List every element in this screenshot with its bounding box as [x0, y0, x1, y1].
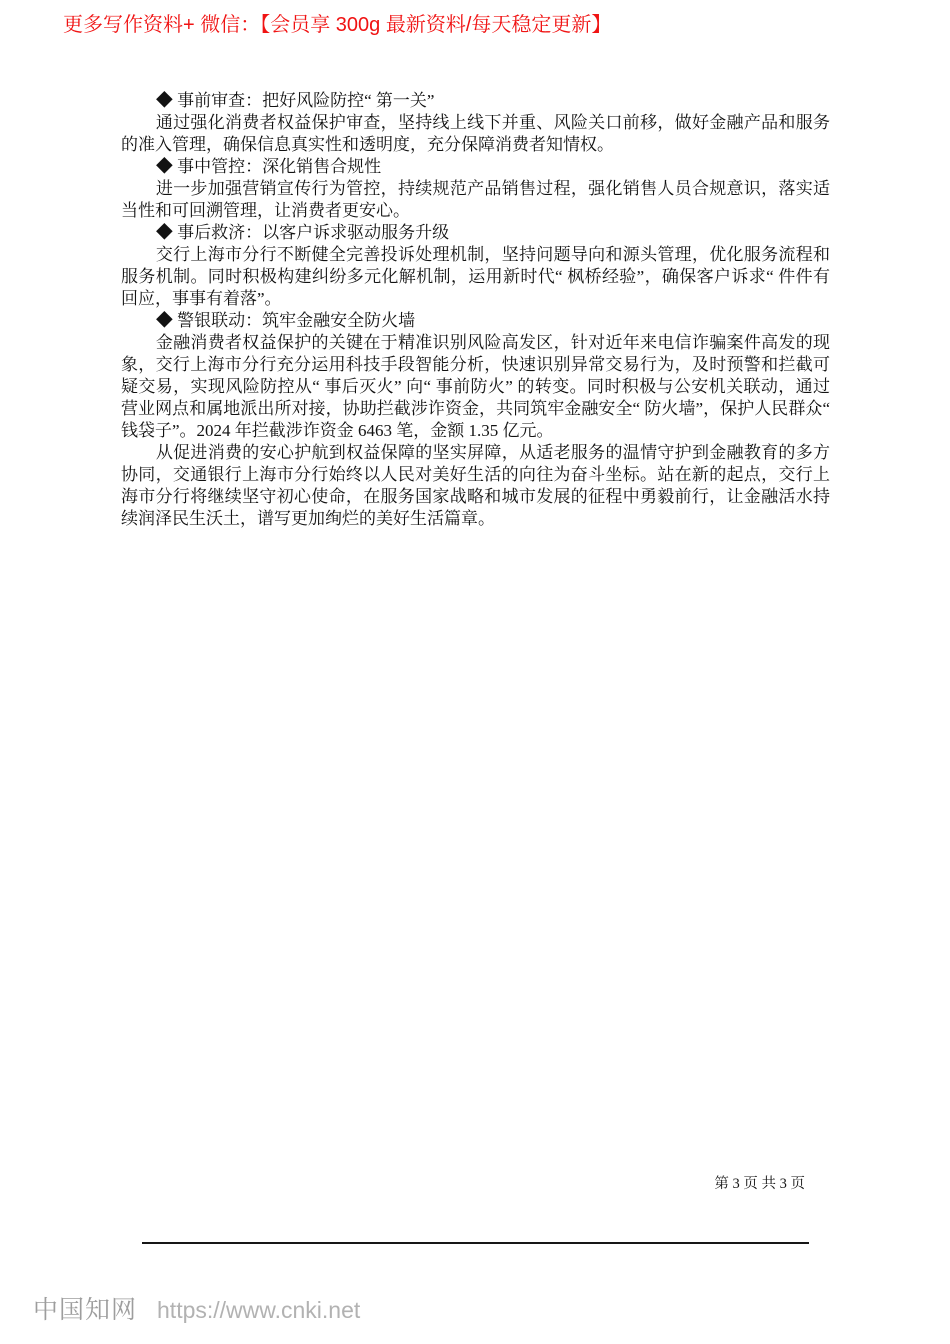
section-heading: ◆ 事后救济：以客户诉求驱动服务升级	[155, 223, 450, 242]
page-number: 第 3 页 共 3 页	[714, 1176, 805, 1192]
section-heading: ◆ 警银联动：筑牢金融安全防火墙	[155, 311, 416, 330]
promo-banner: 更多写作资料+ 微信：【会员享 300g 最新资料/每天稳定更新】	[63, 14, 612, 36]
section-heading: ◆ 事前审查：把好风险防控“ 第一关”	[155, 91, 435, 110]
cnki-site-name: 中国知网	[33, 1297, 138, 1324]
paragraph: 进一步加强营销宣传行为管控，持续规范产品销售过程，强化销售人员合规意识，落实适当性和可回溯管理，让消费者更安心。	[121, 179, 830, 220]
footer-divider	[142, 1242, 809, 1244]
paragraph: 从促进消费的安心护航到权益保障的坚实屏障，从适老服务的温情守护到金融教育的多方协同，交通银行上海市分行始终以人民对美好生活的向往为奋斗坐标。站在新的起点，交行上海市分行将继续坚守初心使命，在服务国家战略和城市发展的征程中勇毅前行，让金融活水持续润泽民生沃土，谱写更加绚烂的美好生活篇章。	[121, 443, 830, 528]
cnki-watermark	[33, 1290, 360, 1326]
section-heading: ◆ 事中管控：深化销售合规性	[155, 157, 382, 176]
paragraph: 金融消费者权益保护的关键在于精准识别风险高发区，针对近年来电信诈骗案件高发的现象，交行上海市分行充分运用科技手段智能分析，快速识别异常交易行为，及时预警和拦截可疑交易，实现风险防控从“ 事后灭火” 向“ 事前防火” 的转变。同时积极与公安机关联动，通过营业网点和属地派出所对接，协助拦截涉诈资金，共同筑牢金融安全“ 防火墙”，保护人民群众“ 钱袋子”。2024 年拦截涉诈资金 6463 笔，金额 1.35 亿元。	[121, 333, 830, 440]
cnki-url-link[interactable]: https://www.cnki.net	[157, 1297, 361, 1323]
document-body	[121, 90, 830, 530]
paragraph: 通过强化消费者权益保护审查，坚持线上线下并重、风险关口前移，做好金融产品和服务的准入管理，确保信息真实性和透明度，充分保障消费者知情权。	[121, 113, 830, 154]
paragraph: 交行上海市分行不断健全完善投诉处理机制，坚持问题导向和源头管理，优化服务流程和服务机制。同时积极构建纠纷多元化解机制，运用新时代“ 枫桥经验”，确保客户诉求“ 件件有回应，事事有着落”。	[121, 245, 830, 308]
